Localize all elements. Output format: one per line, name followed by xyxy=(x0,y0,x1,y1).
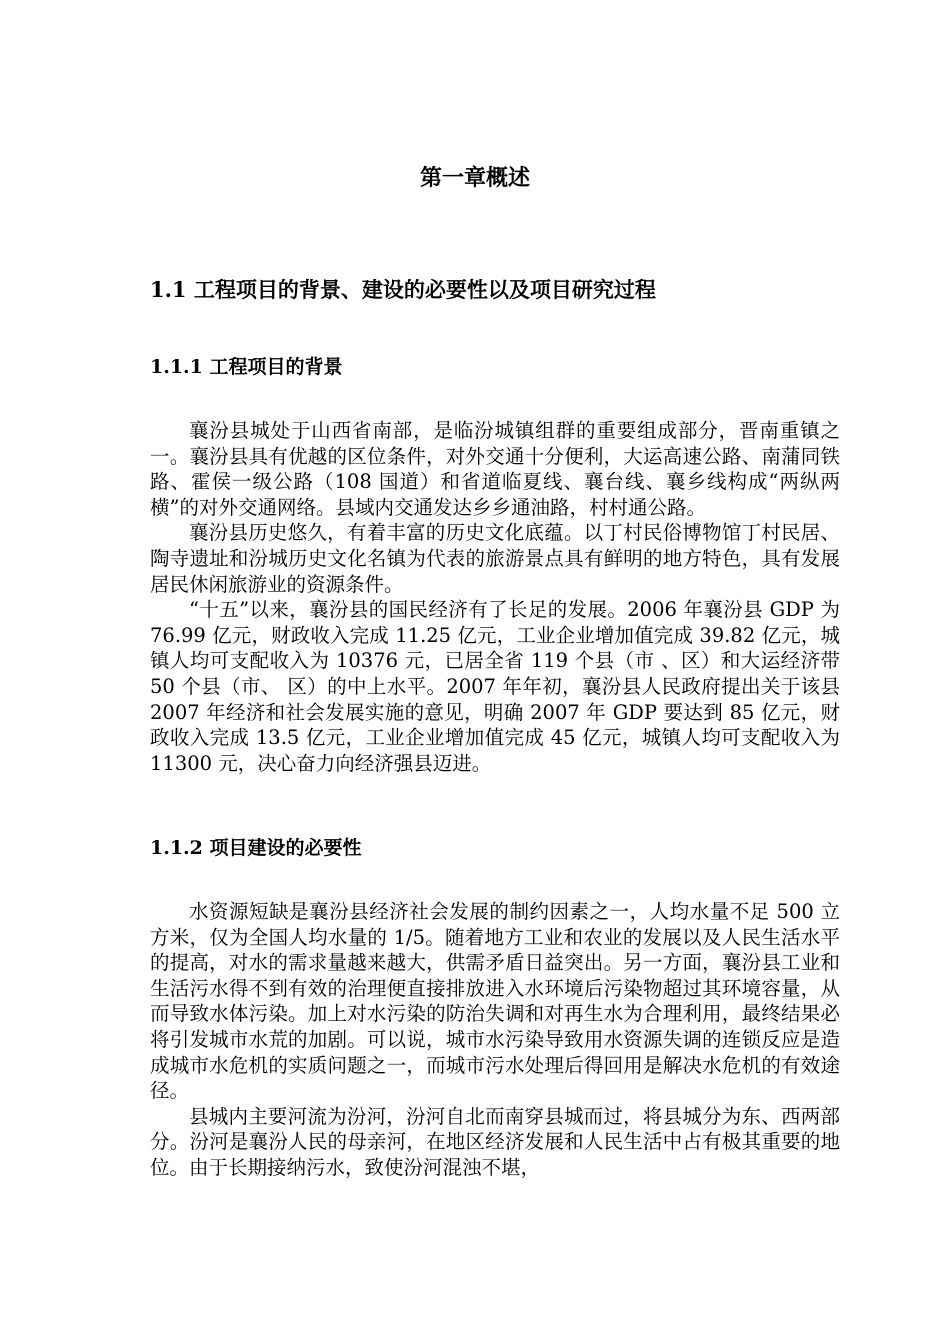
subsection-heading-necessity: 1.1.2 项目建设的必要性 xyxy=(150,837,362,859)
paragraph-location: 襄汾县城处于山西省南部，是临汾城镇组群的重要组成部分，晋南重镇之一。襄汾县具有优越的区位条件，对外交通十分便利，大运高速公路、南蒲同铁路、霍侯一级公路（108 国道）和省道临夏线、襄台线、襄乡线构成“两纵两横”的对外交通网络。县域内交通发达乡乡通油路，村村通公路。 xyxy=(150,419,840,519)
paragraph-water-shortage: 水资源短缺是襄汾县经济社会发展的制约因素之一，人均水量不足 500 立方米，仅为全国人均水量的 1/5。随着地方工业和农业的发展以及人民生活水平的提高，对水的需求量越来越大，供需矛盾日益突出。另一方面，襄汾县工业和生活污水得不到有效的治理便直接排放进入水环境后污染物超过其环境容量，从而导致水体污染。加上对水污染的防治失调和对再生水为合理利用，最终结果必将引发城市水荒的加剧。可以说，城市水污染导致用水资源失调的连锁反应是造成城市水危机的实质问题之一，而城市污水处理后得回用是解决水危机的有效途径。 xyxy=(150,900,840,1103)
section-heading: 1.1 工程项目的背景、建设的必要性以及项目研究过程 xyxy=(150,277,656,302)
chapter-title: 第一章概述 xyxy=(419,165,530,191)
background-body xyxy=(150,418,840,776)
paragraph-economy: “十五”以来，襄汾县的国民经济有了长足的发展。2006 年襄汾县 GDP 为 76.99 亿元，财政收入完成 11.25 亿元，工业企业增加值完成 39.82 亿元，城镇人均可支配收入为 10376 元，已居全省 119 个县（市 、区）和大运经济带 50 个县（市、 区）的中上水平。2007 年年初，襄汾县人民政府提出关于该县 2007 年经济和社会发展实施的意见，明确 2007 年 GDP 要达到 85 亿元，财政收入完成 13.5 亿元，工业企业增加值完成 45 亿元，城镇人均可支配收入为 11300 元，决心奋力向经济强县迈进。 xyxy=(150,598,840,775)
subsection-heading-background: 1.1.1 工程项目的背景 xyxy=(150,356,343,378)
necessity-body xyxy=(150,899,840,1181)
paragraph-fen-river: 县城内主要河流为汾河，汾河自北而南穿县城而过，将县城分为东、西两部分。汾河是襄汾人民的母亲河，在地区经济发展和人民生活中占有极其重要的地位。由于长期接纳污水，致使汾河混浊不堪， xyxy=(150,1104,840,1179)
paragraph-history: 襄汾县历史悠久，有着丰富的历史文化底蕴。以丁村民俗博物馆丁村民居、陶寺遗址和汾城历史文化名镇为代表的旅游景点具有鲜明的地方特色，具有发展居民休闲旅游业的资源条件。 xyxy=(150,521,840,596)
